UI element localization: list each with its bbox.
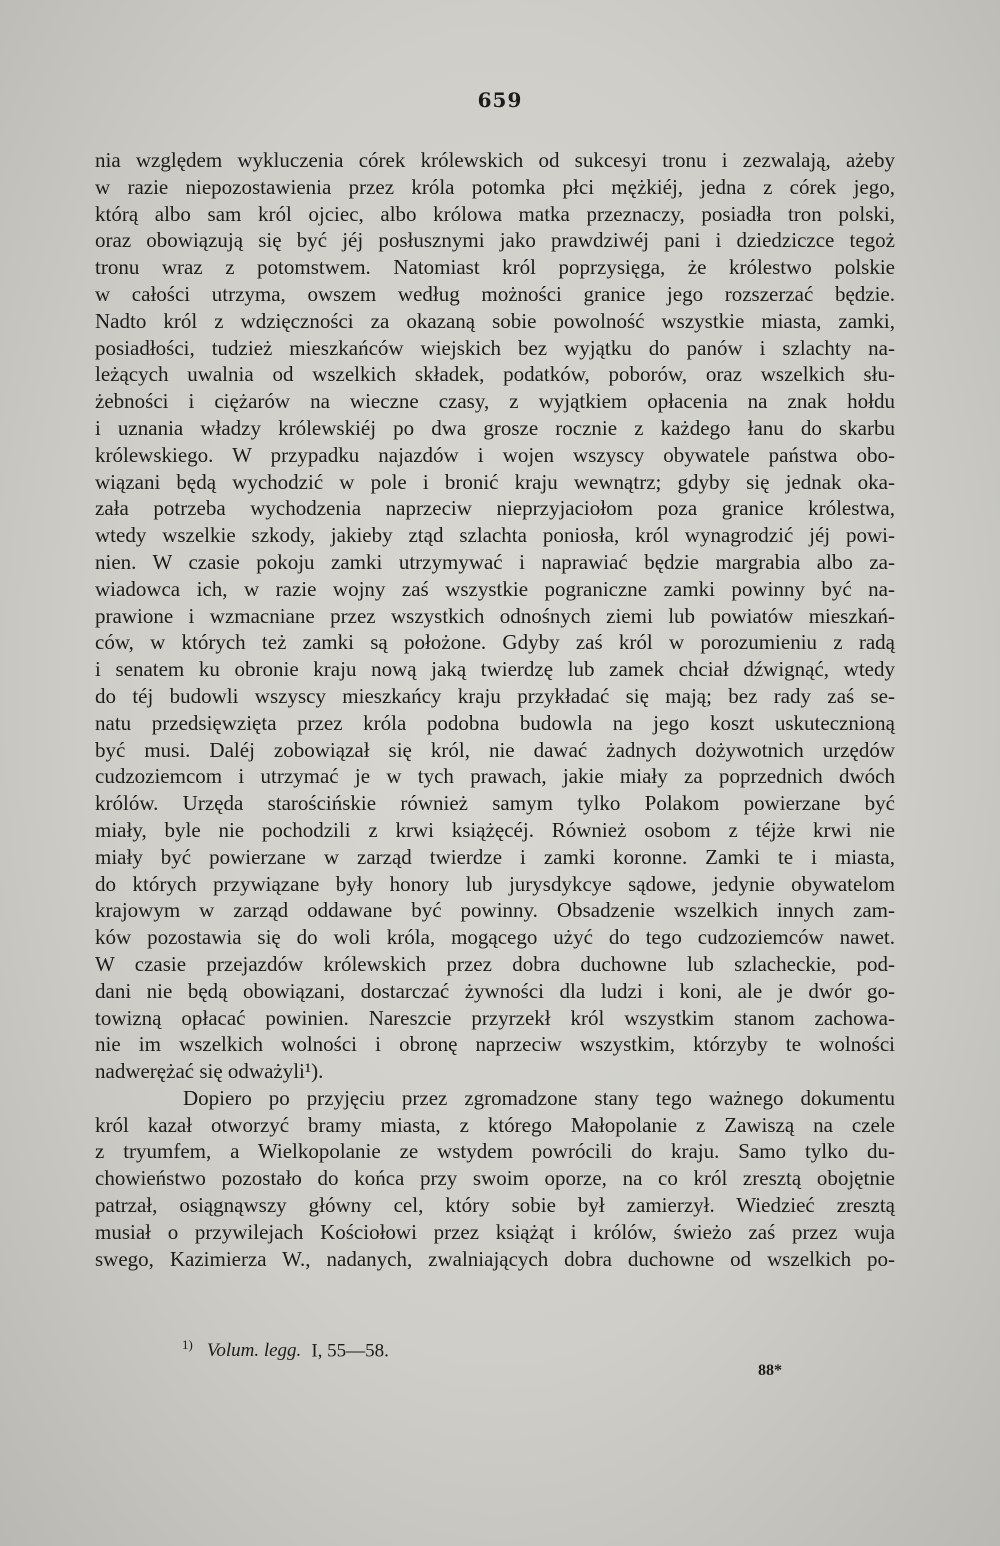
text-line: królewskiego. W przypadku najazdów i wojen wszyscy obywatele państwa obo- — [95, 442, 895, 467]
text-line: miały być powierzane w zarząd twierdze i zamki koronne. Zamki te i miasta, — [95, 844, 895, 869]
text-line: nadwerężać się odważyli¹). — [95, 1059, 324, 1084]
body-text — [95, 147, 895, 1272]
text-line: swego, Kazimierza W., nadanych, zwalniających dobra duchowne od wszelkich po- — [95, 1246, 895, 1271]
text-line: do których przywiązane były honory lub jurysdykcye sądowe, jedynie obywatelom — [95, 871, 895, 896]
text-line: miały, byle nie pochodzili z krwi książęcéj. Również osobom z téjże krwi nie — [95, 817, 895, 842]
text-line: prawione i wzmacniane przez wszystkich odnośnych ziemi lub powiatów mieszkań- — [95, 603, 895, 628]
text-line: wtedy wszelkie szkody, jakieby ztąd szlachta poniosła, król wynagrodzić jéj powi- — [95, 523, 895, 548]
text-line: do téj budowli wszyscy mieszkańcy kraju przykładać się mają; bez rady zaś se- — [95, 683, 895, 708]
signature-mark: 88* — [758, 1362, 782, 1379]
text-line: zała potrzeba wychodzenia naprzeciw nieprzyjaciołom poza granice królestwa, — [95, 496, 895, 521]
text-line: patrzał, osiągnąwszy główny cel, który sobie był zamierzył. Wiedzieć zresztą — [95, 1193, 895, 1218]
text-line: w całości utrzyma, owszem według możności granice jego rozszerzać będzie. — [95, 281, 895, 306]
text-line: żebności i ciężarów na wieczne czasy, z wyjątkiem opłacenia na znak hołdu — [95, 389, 895, 414]
text-line: oraz obowiązują się być jéj posłusznymi jako prawdziwéj pani i dziedziczce tegoż — [95, 228, 895, 253]
text-line: wiadowca ich, w razie wojny zaś wszystkie pograniczne zamki powinny być na- — [95, 576, 895, 601]
text-line: W czasie przejazdów królewskich przez dobra duchowne lub szlacheckie, pod- — [95, 951, 895, 976]
text-line: dani nie będą obowiązani, dostarczać żywności dla ludzi i koni, ale je dwór go- — [95, 978, 895, 1003]
text-line: król kazał otworzyć bramy miasta, z którego Małopolanie z Zawiszą na czele — [95, 1112, 895, 1137]
text-line: krajowym w zarząd oddawane być powinny. Obsadzenie wszelkich innych zam- — [95, 898, 895, 923]
text-line: cudzoziemcom i utrzymać je w tych prawach, jakie miały za poprzednich dwóch — [95, 764, 895, 789]
text-line: i senatem ku obronie kraju nową jaką twierdzę lub zamek chciał dźwignąć, wtedy — [95, 657, 895, 682]
text-line: ków pozostawia się do woli króla, mogącego użyć do tego cudzoziemców nawet. — [95, 925, 895, 950]
footnote-title: Volum. legg. — [206, 1340, 302, 1362]
text-line: tronu wraz z potomstwem. Natomiast król poprzysięga, że królestwo polskie — [95, 255, 895, 280]
text-line: ców, w których też zamki są położone. Gdyby zaś król w porozumieniu z radą — [95, 630, 895, 655]
footnote-ref: I, 55—58. — [311, 1340, 389, 1362]
text-line: być musi. Daléj zobowiązał się król, nie dawać żadnych dożywotnich urzędów — [95, 737, 895, 762]
text-line: towizną opłacać powinien. Nareszcie przyrzekł król wszystkim stanom zachowa- — [95, 1005, 895, 1030]
footnote-mark: 1) — [182, 1337, 193, 1352]
text-line: nie im wszelkich wolności i obronę naprzeciw wszystkim, którzyby te wolności — [95, 1032, 895, 1057]
text-line: którą albo sam król ojciec, albo królowa matka przeznaczy, posiadła tron polski, — [95, 201, 895, 226]
text-line: w razie niepozostawienia przez króla potomka płci mężkiéj, jedna z córek jego, — [95, 174, 895, 199]
text-line: z tryumfem, a Wielkopolanie ze wstydem powrócili do kraju. Samo tylko du- — [95, 1139, 895, 1164]
text-line: Dopiero po przyjęciu przez zgromadzone stany tego ważnego dokumentu — [183, 1085, 895, 1110]
footnote-rule — [95, 1318, 275, 1319]
text-line: i uznania władzy królewskiéj po dwa grosze rocznie z każdego łanu do skarbu — [95, 415, 895, 440]
text-line: Nadto król z wdzięczności za okazaną sobie powolność wszystkie miasta, zamki, — [95, 308, 895, 333]
text-line: nia względem wykluczenia córek królewskich od sukcesyi tronu i zezwalają, ażeby — [95, 148, 895, 172]
text-line: posiadłości, tudzież mieszkańców wiejskich bez wyjątku do panów i szlachty na- — [95, 335, 895, 360]
page-number: 659 — [477, 88, 523, 112]
text-line: musiał o przywilejach Kościołowi przez książąt i królów, świeżo zaś przez wuja — [95, 1219, 895, 1244]
footnote — [182, 1337, 389, 1362]
text-line: królów. Urzęda starościńskie również samym tylko Polakom powierzane być — [95, 791, 895, 816]
text-line: natu przedsięwzięta przez króla podobna budowla na jego koszt uskutecznioną — [95, 710, 895, 735]
text-line: nien. W czasie pokoju zamki utrzymywać i naprawiać będzie margrabia albo za- — [95, 549, 895, 574]
text-line: wiązani będą wychodzić w pole i bronić kraju wewnątrz; gdyby się jednak oka- — [95, 469, 895, 494]
text-line: chowieństwo pozostało do końca przy swoim oporze, na co król zresztą obojętnie — [95, 1166, 895, 1191]
text-line: leżących uwalnia od wszelkich składek, podatków, poborów, oraz wszelkich słu- — [95, 362, 895, 387]
